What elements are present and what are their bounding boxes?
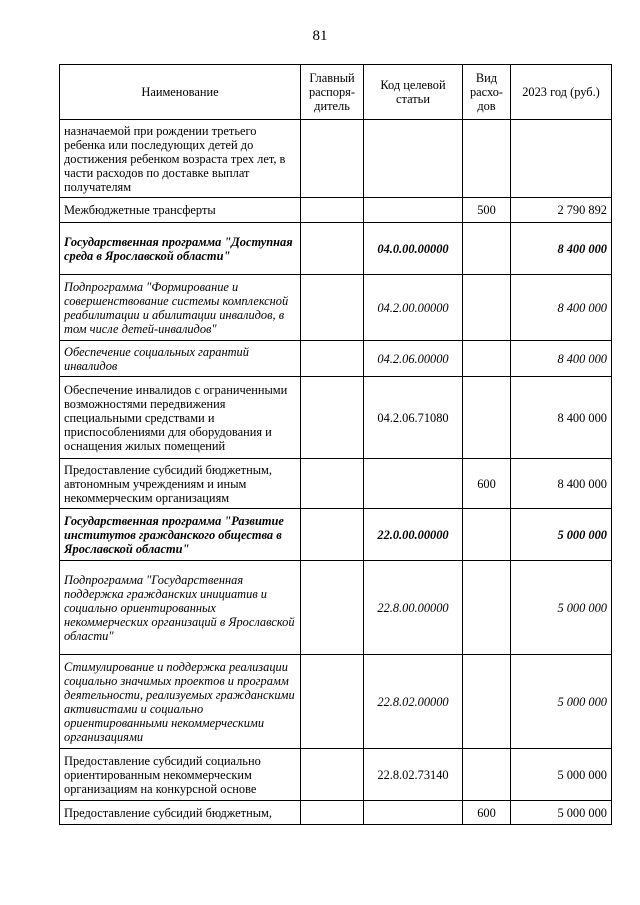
row-ministry-cell	[301, 459, 364, 509]
header-name: Наименование	[60, 65, 301, 120]
row-type-cell	[463, 341, 511, 377]
table-row	[60, 275, 612, 341]
row-amount-cell: 2 790 892	[511, 198, 612, 223]
row-type-cell: 500	[463, 198, 511, 223]
row-name-cell: Стимулирование и поддержка реализации социально значимых проектов и программ деятельности, реализуемых гражданскими активистами и социально ориентированными некоммерческими организациями	[60, 655, 301, 749]
row-name-cell: Обеспечение социальных гарантий инвалидов	[60, 341, 301, 377]
row-code-cell: 04.2.06.71080	[364, 377, 463, 459]
row-type-cell	[463, 561, 511, 655]
row-name-cell: Государственная программа "Развитие институтов гражданского общества в Ярославской области"	[60, 509, 301, 561]
row-amount-cell: 5 000 000	[511, 561, 612, 655]
row-ministry-cell	[301, 275, 364, 341]
table-row	[60, 561, 612, 655]
row-type-cell	[463, 509, 511, 561]
row-amount-cell	[511, 120, 612, 198]
header-type: Вид расхо-дов	[463, 65, 511, 120]
row-name-cell: Государственная программа "Доступная среда в Ярославской области"	[60, 223, 301, 275]
table-header-row	[60, 65, 612, 120]
row-ministry-cell	[301, 509, 364, 561]
budget-table	[59, 64, 612, 825]
row-ministry-cell	[301, 377, 364, 459]
row-type-cell: 600	[463, 459, 511, 509]
table-row	[60, 749, 612, 801]
row-code-cell: 22.8.00.00000	[364, 561, 463, 655]
header-code: Код целевой статьи	[364, 65, 463, 120]
table-row	[60, 801, 612, 825]
row-ministry-cell	[301, 120, 364, 198]
row-amount-cell: 8 400 000	[511, 275, 612, 341]
row-name-cell: Межбюджетные трансферты	[60, 198, 301, 223]
row-type-cell	[463, 275, 511, 341]
row-name-cell: Подпрограмма "Формирование и совершенствование системы комплексной реабилитации и абилитации инвалидов, в том числе детей-инвалидов"	[60, 275, 301, 341]
table-row	[60, 509, 612, 561]
row-ministry-cell	[301, 198, 364, 223]
row-code-cell	[364, 459, 463, 509]
table-row	[60, 120, 612, 198]
row-amount-cell: 5 000 000	[511, 749, 612, 801]
row-amount-cell: 8 400 000	[511, 459, 612, 509]
row-code-cell	[364, 120, 463, 198]
row-name-cell: Предоставление субсидий бюджетным,	[60, 801, 301, 825]
table-row	[60, 377, 612, 459]
row-code-cell	[364, 198, 463, 223]
table-row	[60, 655, 612, 749]
row-amount-cell: 5 000 000	[511, 655, 612, 749]
row-amount-cell: 5 000 000	[511, 801, 612, 825]
row-name-cell: Обеспечение инвалидов с ограниченными возможностями передвижения специальными средствами и приспособлениями для оборудования и оснащения жилых помещений	[60, 377, 301, 459]
table-row	[60, 341, 612, 377]
row-type-cell: 600	[463, 801, 511, 825]
row-name-cell: Предоставление субсидий бюджетным, автономным учреждениям и иным некоммерческим организациям	[60, 459, 301, 509]
row-name-cell: назначаемой при рождении третьего ребенка или последующих детей до достижения ребенком возраста трех лет, в части расходов по доставке выплат получателям	[60, 120, 301, 198]
row-code-cell: 22.0.00.00000	[364, 509, 463, 561]
row-ministry-cell	[301, 801, 364, 825]
table-row	[60, 198, 612, 223]
row-code-cell: 04.0.00.00000	[364, 223, 463, 275]
row-ministry-cell	[301, 749, 364, 801]
row-ministry-cell	[301, 655, 364, 749]
row-code-cell: 04.2.00.00000	[364, 275, 463, 341]
row-amount-cell: 5 000 000	[511, 509, 612, 561]
header-amount: 2023 год (руб.)	[511, 65, 612, 120]
header-ministry: Главный распоря-дитель	[301, 65, 364, 120]
row-name-cell: Подпрограмма "Государственная поддержка гражданских инициатив и социально ориентированных некоммерческих организаций в Ярославской области"	[60, 561, 301, 655]
row-type-cell	[463, 223, 511, 275]
row-type-cell	[463, 749, 511, 801]
row-amount-cell: 8 400 000	[511, 223, 612, 275]
row-type-cell	[463, 377, 511, 459]
table-row	[60, 223, 612, 275]
row-code-cell: 04.2.06.00000	[364, 341, 463, 377]
row-ministry-cell	[301, 223, 364, 275]
row-ministry-cell	[301, 561, 364, 655]
row-name-cell: Предоставление субсидий социально ориентированным некоммерческим организациям на конкурсной основе	[60, 749, 301, 801]
table-row	[60, 459, 612, 509]
row-amount-cell: 8 400 000	[511, 377, 612, 459]
row-code-cell	[364, 801, 463, 825]
page-number: 81	[312, 28, 328, 44]
row-code-cell: 22.8.02.00000	[364, 655, 463, 749]
row-type-cell	[463, 655, 511, 749]
row-code-cell: 22.8.02.73140	[364, 749, 463, 801]
row-amount-cell: 8 400 000	[511, 341, 612, 377]
row-type-cell	[463, 120, 511, 198]
row-ministry-cell	[301, 341, 364, 377]
